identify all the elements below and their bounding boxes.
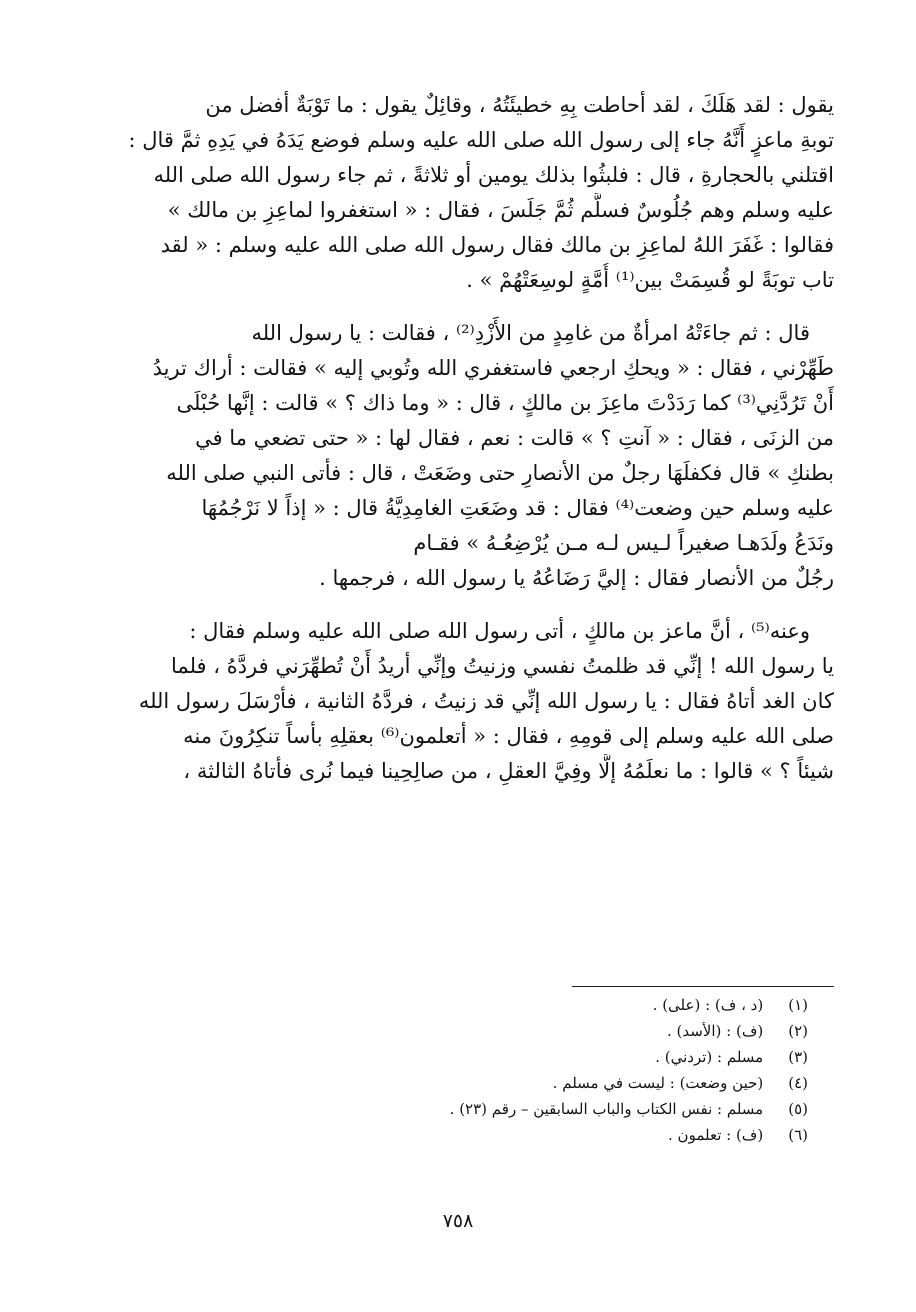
footnote-number: (٤) — [788, 1074, 808, 1092]
text-line: تاب توبَةً لو قُسِمَتْ بين⁽¹⁾ أُمَّةٍ لوسِعَتْهُمْ » . — [466, 268, 834, 292]
footnote — [248, 1018, 808, 1044]
text-line: بطنكِ » قال فكفلَهَا رجلٌ من الأنصارِ حتى وضَعَتْ ، قال : فأتى النبي صلى الله — [166, 461, 834, 485]
text-line: عليه وسلم حين وضعت⁽⁴⁾ فقال : قد وضَعَتِ الغامِدِيَّةُ قال : « إذاً لا نَرْجُمُهَا — [201, 496, 834, 520]
footnote-text: (ف) : (الأسد) . — [666, 1022, 764, 1040]
text-line: من الزنَى ، فقال : « آنتِ ؟ » قالت : نعم ، فقال لها : « حتى تضعي ما في — [195, 426, 834, 450]
footnote — [248, 1070, 808, 1096]
text-line: أَنْ تَرُدَّنِي⁽³⁾ كما رَدَدْتَ ماعِزَ بن مالكٍ ، قال : « وما ذاك ؟ » قالت : إنَّها حُبْلَى — [176, 391, 834, 415]
text-line: وعنه⁽⁵⁾ ، أنَّ ماعز بن مالكٍ ، أتى رسول الله صلى الله عليه وسلم فقال : — [189, 619, 810, 643]
text-line: عليه وسلم وهم جُلُوسٌ فسلَّم ثُمَّ جَلَسَ ، فقال : « استغفروا لماعِزِ بن مالك » — [167, 198, 834, 222]
text-line: يا رسول الله ! إنِّي قد ظلمتُ نفسي وزنيتُ وإنِّي أريدُ أَنْ تُطهِّرَني فردَّهُ ، فلما — [171, 654, 834, 678]
paragraph — [108, 88, 834, 298]
text-line: كان الغد أتاهُ فقال : يا رسول الله إنِّي قد زنيتُ ، فردَّهُ الثانية ، فأرْسَلَ رسول الله — [138, 689, 834, 713]
text-line: توبةِ ماعزٍ أَنَّهُ جاء إلى رسول الله صلى الله عليه وسلم فوضع يَدَهُ في يَدِهِ ثمَّ قال : — [128, 128, 834, 152]
footnote-text: (حين وضعت) : ليست في مسلم . — [552, 1074, 764, 1092]
footnote-text: (ف) : تعلمون . — [668, 1126, 764, 1144]
footnote-text: (د ، ف) : (على) . — [652, 996, 764, 1014]
footnote-number: (٦) — [788, 1126, 808, 1144]
text-line: رجُلٌ من الأنصار فقال : إليَّ رَضَاعُهُ يا رسول الله ، فرجمها . — [319, 566, 834, 590]
footnote-number: (٥) — [788, 1100, 808, 1118]
footnote — [248, 1044, 808, 1070]
text-line: ونَدَعُ ولَدَهـا صغيراً لـيس لـه مـن يُرْضِعُـهُ » فقـام — [413, 531, 834, 555]
text-line: يقول : لقد هَلَكَ ، لقد أحاطت بِهِ خطيئَتُهُ ، وقائِلٌ يقول : ما تَوْبَةٌ أفضل من — [205, 93, 834, 117]
footnote-text: مسلم : نفس الكتاب والباب السابقين – رقم (٢٣) . — [449, 1100, 764, 1118]
footnote-number: (٣) — [788, 1048, 808, 1066]
text-line: شيئاً ؟ » قالوا : ما نعلَمُهُ إلَّا وفِيَّ العقلِ ، من صالِحِينا فيما نُرى فأتاهُ الثالثة ، — [183, 759, 834, 783]
footnotes — [248, 992, 808, 1148]
page-number: ٧٥٨ — [442, 1210, 474, 1232]
footnote-divider — [572, 986, 834, 987]
footnote-text: مسلم : (تردني) . — [655, 1048, 764, 1066]
text-line: صلى الله عليه وسلم إلى قومِهِ ، فقال : « أتعلمون⁽⁶⁾ بعقلِهِ بأساً تنكِرُونَ منه — [183, 724, 834, 748]
footnote-number: (٢) — [788, 1022, 808, 1040]
paragraph — [108, 614, 834, 789]
text-line: اقتلني بالحجارةِ ، قال : فلبثُوا بذلك يومين أو ثلاثةً ، ثم جاء رسول الله صلى الله — [153, 163, 834, 187]
paragraph — [108, 316, 834, 596]
text-line: طَهِّرْني ، فقال : « ويحكِ ارجعي فاستغفري الله وتُوبي إليه » فقالت : أراك تريدُ — [152, 356, 834, 380]
footnote — [248, 1096, 808, 1122]
footnote — [248, 992, 808, 1018]
text-line: قال : ثم جاءَتْهُ امرأةٌ من غامِدٍ من الأَزْدِ⁽²⁾ ، فقالت : يا رسول الله — [251, 321, 810, 345]
footnote — [248, 1122, 808, 1148]
main-text — [108, 88, 834, 807]
text-line: فقالوا : غَفَرَ اللهُ لماعِزِ بن مالك فقال رسول الله صلى الله عليه وسلم : « لقد — [160, 233, 834, 257]
footnote-number: (١) — [788, 996, 808, 1014]
